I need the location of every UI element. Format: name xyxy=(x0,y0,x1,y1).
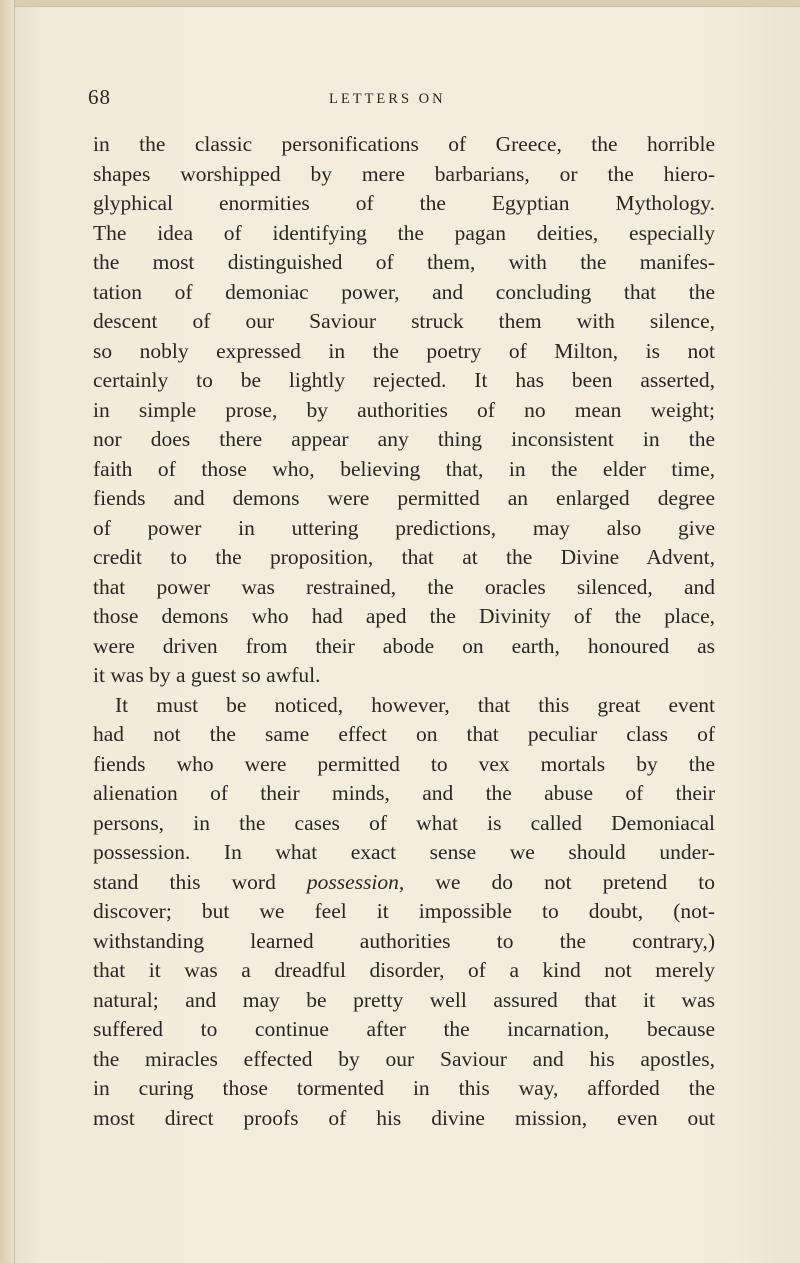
text-line: most direct proofs of his divine mission, even out xyxy=(93,1105,715,1130)
paragraph-start-line: It must be noticed, however, that this great event xyxy=(115,692,715,717)
italic-word: possession xyxy=(306,869,399,894)
text-line: descent of our Saviour struck them with silence, xyxy=(93,309,715,333)
text-line: nor does there appear any thing inconsistent in the xyxy=(93,427,715,451)
text-line: alienation of their minds, and the abuse of their xyxy=(93,781,715,805)
text-line: in curing those tormented in this way, afforded the xyxy=(93,1076,715,1100)
page-number: 68 xyxy=(88,85,111,109)
body-text xyxy=(93,130,715,1133)
text-line: that power was restrained, the oracles silenced, and xyxy=(93,574,715,599)
running-head: LETTERS ON xyxy=(329,91,446,107)
text-line: natural; and may be pretty well assured that it was xyxy=(93,987,715,1012)
text-line: in the classic personifications of Greece, the horrible xyxy=(93,132,715,156)
page-binding-edge xyxy=(0,0,15,1263)
page-top-edge xyxy=(0,0,800,7)
text-line: withstanding learned authorities to the contrary,) xyxy=(93,928,715,953)
text-line: The idea of identifying the pagan deities, especially xyxy=(93,220,715,245)
text-line: had not the same effect on that peculiar class of xyxy=(93,722,715,746)
text-line: glyphical enormities of the Egyptian Mythology. xyxy=(93,191,715,215)
text-line: suffered to continue after the incarnation, because xyxy=(93,1017,715,1041)
text-line: those demons who had aped the Divinity of the place, xyxy=(93,604,715,628)
text-line: shapes worshipped by mere barbarians, or the hiero- xyxy=(93,161,715,186)
text-line: so nobly expressed in the poetry of Milton, is not xyxy=(93,338,715,363)
text-line: faith of those who, believing that, in the elder time, xyxy=(93,456,715,481)
text-line: discover; but we feel it impossible to doubt, (not- xyxy=(93,899,715,923)
text-line: tation of demoniac power, and concluding that the xyxy=(93,279,715,304)
text-line: persons, in the cases of what is called Demoniacal xyxy=(93,810,715,835)
text-line: certainly to be lightly rejected. It has been asserted, xyxy=(93,368,715,392)
text-line: the most distinguished of them, with the manifes- xyxy=(93,250,715,274)
text-line: in simple prose, by authorities of no mean weight; xyxy=(93,397,715,422)
text-line: the miracles effected by our Saviour and his apostles, xyxy=(93,1046,715,1071)
text-line: that it was a dreadful disorder, of a kind not merely xyxy=(93,958,715,982)
text-line-with-italic xyxy=(93,868,715,898)
text-line: credit to the proposition, that at the Divine Advent, xyxy=(93,545,715,569)
text-segment: , we do not pretend to xyxy=(398,869,715,894)
text-segment: stand this word xyxy=(93,869,307,894)
text-line: were driven from their abode on earth, honoured as xyxy=(93,633,715,658)
text-line: fiends who were permitted to vex mortals by the xyxy=(93,751,715,776)
paragraph-end-line: it was by a guest so awful. xyxy=(93,663,321,687)
text-line: of power in uttering predictions, may also give xyxy=(93,515,715,540)
text-line: possession. In what exact sense we should under- xyxy=(93,840,715,864)
text-line: fiends and demons were permitted an enlarged degree xyxy=(93,486,715,510)
